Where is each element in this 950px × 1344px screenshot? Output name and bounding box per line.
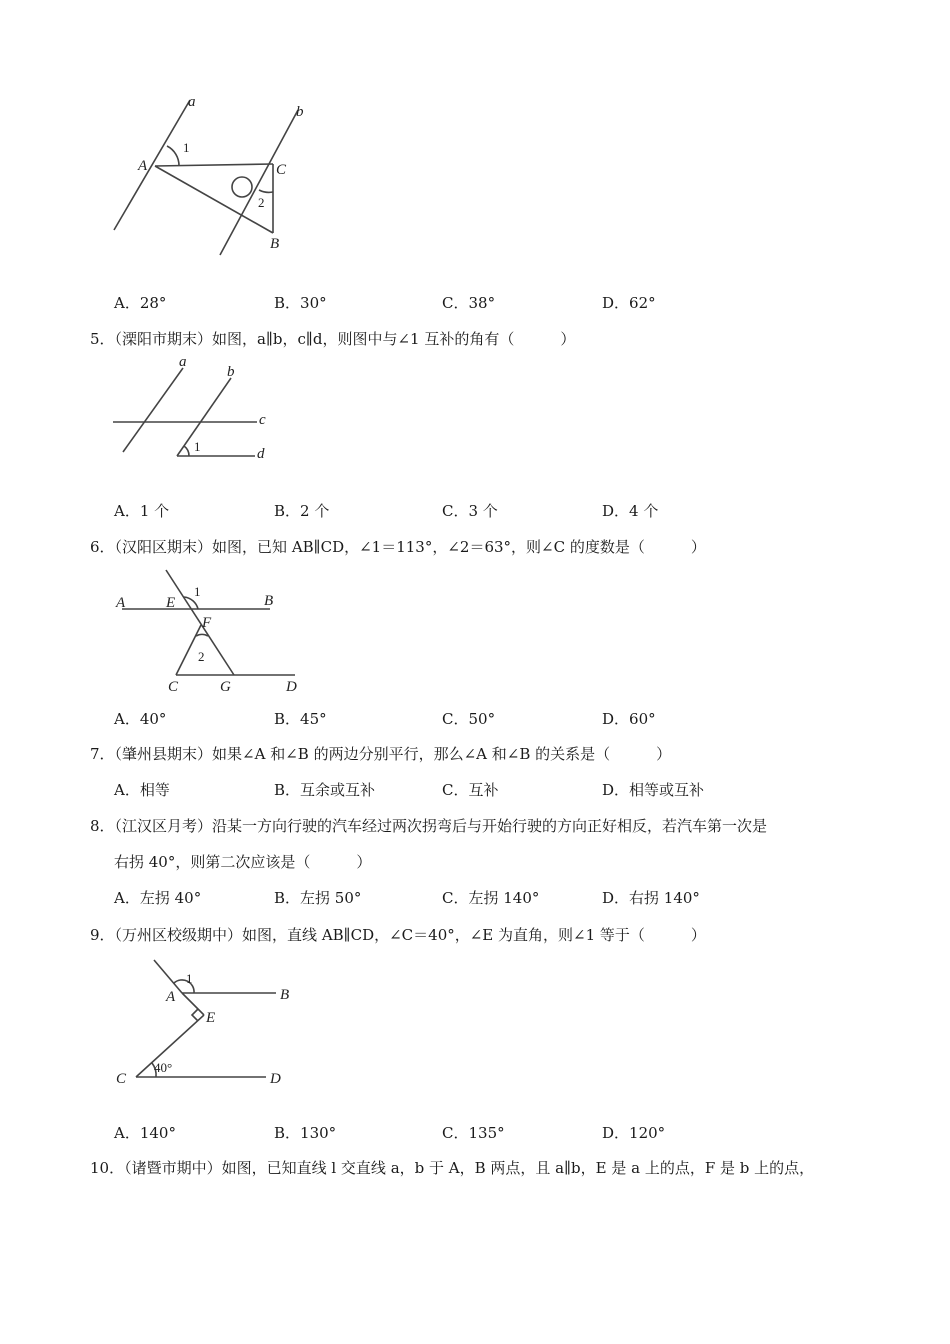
figure-q6 xyxy=(110,565,310,695)
q5-option-d[interactable]: D．4 个 xyxy=(602,502,659,520)
label-C: C xyxy=(116,1071,127,1087)
label-F: F xyxy=(202,615,212,631)
label-C: C xyxy=(276,162,287,178)
label-a: a xyxy=(179,354,187,370)
label-angle-2: 2 xyxy=(198,649,205,664)
label-D: D xyxy=(270,1071,281,1087)
figure-q6-svg xyxy=(110,565,310,695)
q7-options xyxy=(0,779,950,801)
q8-option-c[interactable]: C．左拐 140° xyxy=(442,889,540,907)
angle-2-arc xyxy=(259,190,273,192)
q9-options xyxy=(0,1122,950,1144)
label-C: C xyxy=(168,679,179,695)
label-b: b xyxy=(296,104,304,120)
label-angle-1: 1 xyxy=(186,971,193,986)
q6-number: 6． xyxy=(90,538,115,556)
label-d: d xyxy=(257,446,265,462)
q9-close: ） xyxy=(690,926,706,944)
segment-AB xyxy=(155,166,273,233)
q5-close: ） xyxy=(560,330,576,348)
q7-number: 7． xyxy=(90,745,115,763)
label-angle-1: 1 xyxy=(194,439,201,454)
q7-option-b[interactable]: B．互余或互补 xyxy=(274,781,376,799)
q8-options xyxy=(0,887,950,909)
label-angle-1: 1 xyxy=(183,140,190,155)
label-angle-2: 2 xyxy=(258,195,265,210)
figure-q5 xyxy=(105,352,285,462)
label-b: b xyxy=(227,364,235,380)
q4-option-d[interactable]: D．62° xyxy=(602,294,656,312)
question-8-line2 xyxy=(114,851,371,872)
line-b xyxy=(177,378,231,456)
figure-q4-svg xyxy=(100,90,330,260)
q8-option-d[interactable]: D．右拐 140° xyxy=(602,889,700,907)
q7-option-c[interactable]: C．互补 xyxy=(442,781,499,799)
q8-option-a[interactable]: A．左拐 40° xyxy=(114,889,202,907)
q6-options xyxy=(0,708,950,730)
angle-1-arc xyxy=(167,146,179,166)
q4-options xyxy=(0,292,950,314)
label-E: E xyxy=(166,595,176,611)
label-angle-1: 1 xyxy=(194,584,201,599)
q6-close: ） xyxy=(690,538,706,556)
q8-number: 8． xyxy=(90,817,115,835)
q6-option-a[interactable]: A．40° xyxy=(114,710,167,728)
label-E: E xyxy=(206,1010,216,1026)
question-6 xyxy=(90,536,706,557)
label-A: A xyxy=(116,595,126,611)
q10-text: （诸暨市期中）如图，已知直线 l 交直线 a，b 于 A，B 两点，且 a∥b，E 是 a 上的点，F 是 b 上的点， xyxy=(124,1159,815,1177)
q5-options xyxy=(0,500,950,522)
label-B: B xyxy=(270,236,280,252)
q9-option-d[interactable]: D．120° xyxy=(602,1124,666,1142)
q10-number: 10． xyxy=(90,1159,125,1177)
q9-option-b[interactable]: B．130° xyxy=(274,1124,337,1142)
label-D: D xyxy=(286,679,297,695)
q6-option-b[interactable]: B．45° xyxy=(274,710,327,728)
figure-q9 xyxy=(110,955,310,1090)
q6-option-d[interactable]: D．60° xyxy=(602,710,656,728)
label-angle-40: 40° xyxy=(154,1060,173,1075)
line-b xyxy=(220,110,298,255)
q9-number: 9． xyxy=(90,926,115,944)
label-G: G xyxy=(220,679,231,695)
q9-text: （万州区校级期中）如图，直线 AB∥CD，∠C＝40°，∠E 为直角，则∠1 等于（ xyxy=(114,926,645,944)
q5-text: （溧阳市期末）如图，a∥b，c∥d，则图中与∠1 互补的角有（ xyxy=(114,330,515,348)
circle-mark xyxy=(232,177,252,197)
question-8 xyxy=(90,815,767,836)
q5-option-c[interactable]: C．3 个 xyxy=(442,502,498,520)
label-B: B xyxy=(264,593,274,609)
figure-q9-svg xyxy=(110,955,310,1090)
q8-text2: 右拐 40°，则第二次应该是（ xyxy=(114,853,311,871)
label-c: c xyxy=(259,412,266,428)
line-a xyxy=(123,368,183,452)
q8-text: （江汉区月考）沿某一方向行驶的汽车经过两次拐弯后与开始行驶的方向正好相反，若汽车第一次是 xyxy=(114,817,768,835)
right-angle-mark xyxy=(192,1009,198,1021)
q6-text: （汉阳区期末）如图，已知 AB∥CD，∠1＝113°，∠2＝63°，则∠C 的度数是（ xyxy=(114,538,645,556)
q5-option-b[interactable]: B．2 个 xyxy=(274,502,330,520)
q9-option-a[interactable]: A．140° xyxy=(114,1124,176,1142)
question-10 xyxy=(90,1157,814,1178)
q5-number: 5． xyxy=(90,330,115,348)
q4-option-b[interactable]: B．30° xyxy=(274,294,327,312)
q7-option-a[interactable]: A．相等 xyxy=(114,781,170,799)
figure-q4 xyxy=(100,90,330,260)
question-5 xyxy=(90,328,575,349)
segment-AC xyxy=(155,164,273,166)
q8-option-b[interactable]: B．左拐 50° xyxy=(274,889,362,907)
label-B: B xyxy=(280,987,290,1003)
q7-option-d[interactable]: D．相等或互补 xyxy=(602,781,705,799)
q4-option-c[interactable]: C．38° xyxy=(442,294,496,312)
q5-option-a[interactable]: A．1 个 xyxy=(114,502,170,520)
q6-option-c[interactable]: C．50° xyxy=(442,710,496,728)
q9-option-c[interactable]: C．135° xyxy=(442,1124,505,1142)
q7-text: （肇州县期末）如果∠A 和∠B 的两边分别平行，那么∠A 和∠B 的关系是（ xyxy=(114,745,611,763)
q7-close: ） xyxy=(656,745,672,763)
q8-close: ） xyxy=(356,853,372,871)
label-a: a xyxy=(188,94,196,110)
angle-2-arc xyxy=(196,634,208,636)
angle-1-arc xyxy=(184,446,189,456)
figure-q5-svg xyxy=(105,352,285,462)
question-7 xyxy=(90,743,671,764)
segment-AE xyxy=(182,993,204,1015)
label-A: A xyxy=(166,989,176,1005)
question-9 xyxy=(90,924,706,945)
label-A: A xyxy=(138,158,148,174)
q4-option-a[interactable]: A．28° xyxy=(114,294,167,312)
